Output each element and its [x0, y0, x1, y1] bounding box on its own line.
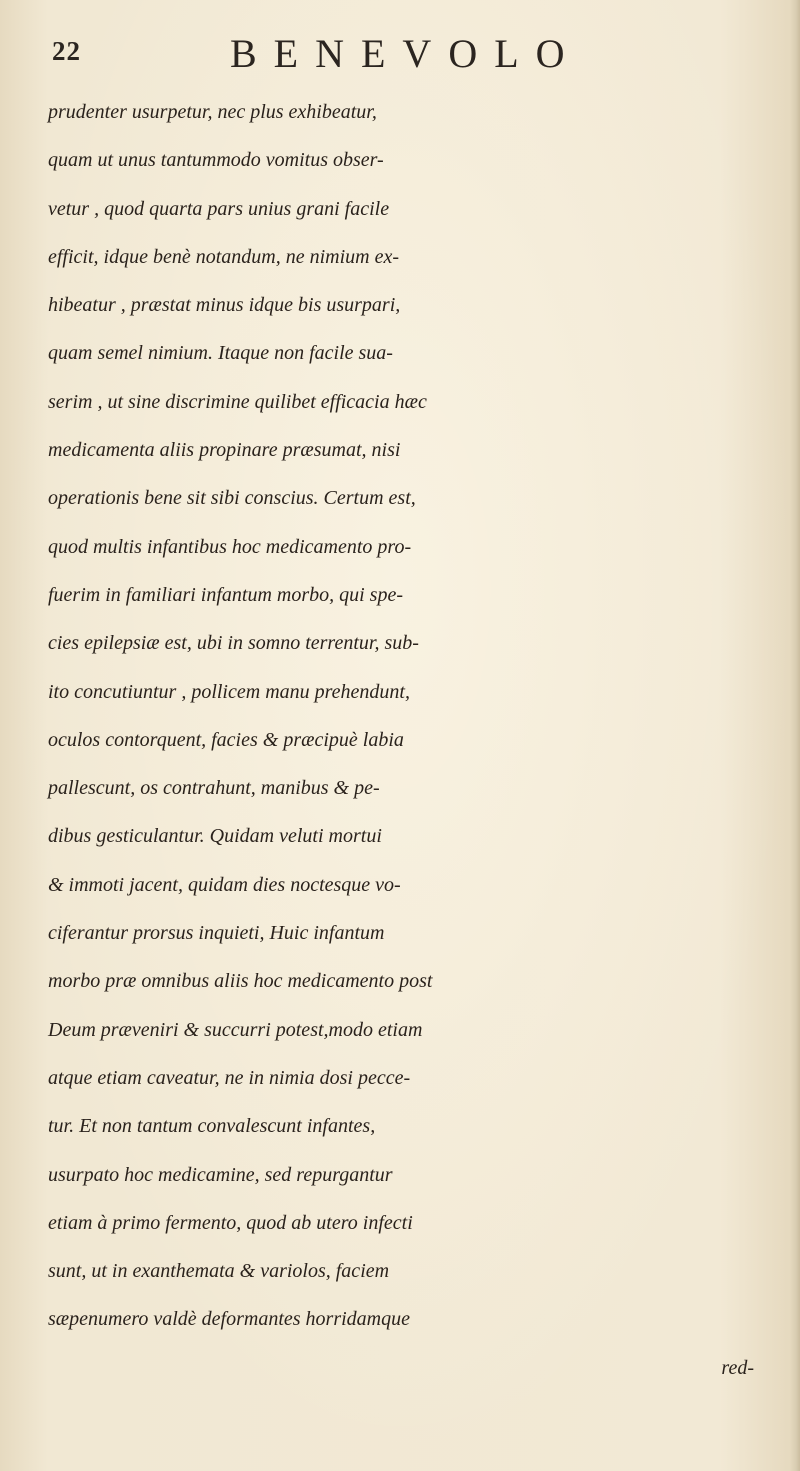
catchword: red-: [721, 1356, 754, 1379]
text-line: medicamenta aliis propinare præsumat, nisi: [48, 439, 401, 462]
text-line: ciferantur prorsus inquieti, Huic infantum: [48, 922, 385, 945]
text-line: vetur , quod quarta pars unius grani facile: [48, 197, 390, 220]
text-line: prudenter usurpetur, nec plus exhibeatur,: [48, 101, 377, 123]
text-line: hibeatur , præstat minus idque bis usurpari,: [48, 294, 401, 317]
text-line: & immoti jacent, quidam dies noctesque vo-: [48, 873, 401, 896]
text-line: cies epilepsiæ est, ubi in somno terrentur, sub-: [48, 632, 419, 655]
text-line: morbo præ omnibus aliis hoc medicamento post: [48, 970, 433, 993]
text-line: quam semel nimium. Itaque non facile sua-: [48, 342, 393, 365]
text-line: atque etiam caveatur, ne in nimia dosi pecce-: [48, 1066, 411, 1089]
text-line: quod multis infantibus hoc medicamento pro-: [48, 535, 412, 558]
text-line: serim , ut sine discrimine quilibet efficacia hæc: [48, 390, 427, 413]
text-line: sunt, ut in exanthemata & variolos, faciem: [48, 1260, 390, 1283]
text-line: pallescunt, os contrahunt, manibus & pe-: [48, 777, 380, 800]
page-number: 22: [52, 36, 81, 66]
text-line: etiam à primo fermento, quod ab utero infecti: [48, 1211, 413, 1234]
text-line: fuerim in familiari infantum morbo, qui spe-: [48, 583, 403, 606]
text-line: usurpato hoc medicamine, sed repurgantur: [48, 1163, 393, 1186]
text-line: efficit, idque benè notandum, ne nimium ex-: [48, 245, 400, 268]
text-line: operationis bene sit sibi conscius. Certum est,: [48, 487, 416, 510]
page-header: [52, 30, 752, 80]
text-body: [48, 88, 794, 1392]
text-line: sæpenumero valdè deformantes horridamque: [48, 1308, 410, 1331]
text-line: Deum præveniri & succurri potest,modo etiam: [48, 1018, 423, 1041]
text-line: quam ut unus tantummodo vomitus obser-: [48, 149, 384, 172]
text-line: tur. Et non tantum convalescunt infantes,: [48, 1115, 376, 1138]
text-line: ito concutiuntur , pollicem manu prehendunt,: [48, 680, 410, 703]
text-line: dibus gesticulantur. Quidam veluti mortui: [48, 825, 382, 848]
running-head: BENEVOLO: [230, 31, 582, 76]
text-line: oculos contorquent, facies & præcipuè labia: [48, 728, 404, 751]
